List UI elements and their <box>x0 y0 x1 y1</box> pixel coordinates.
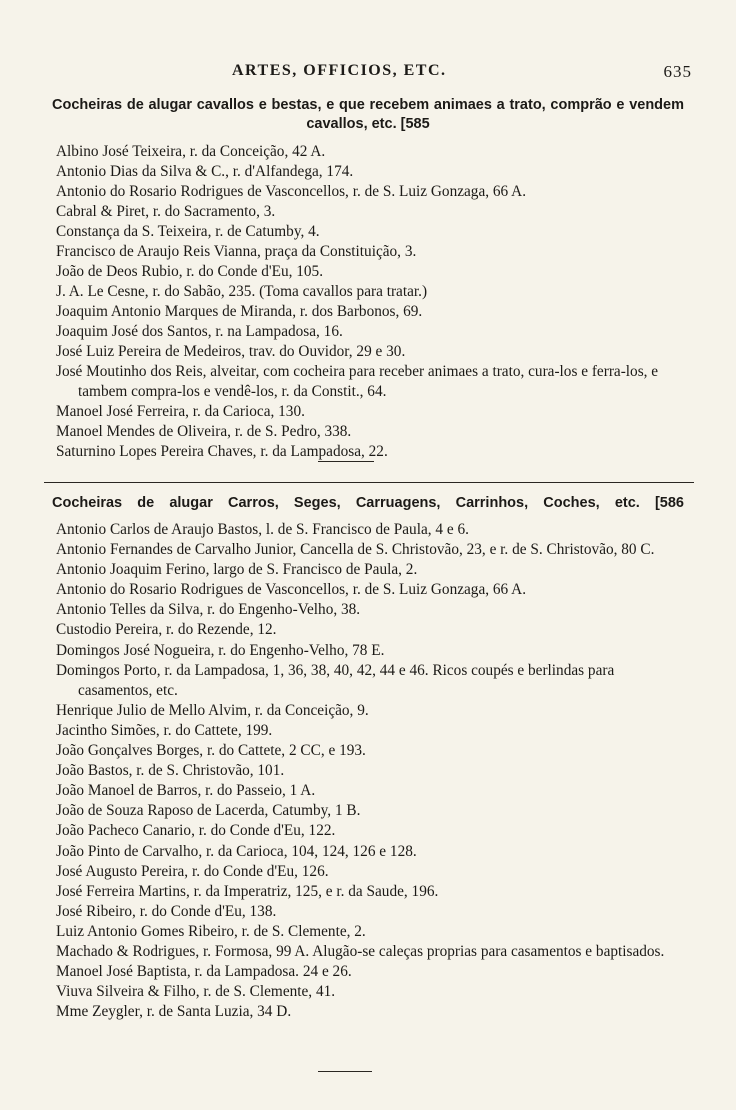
section-horse-stables <box>0 96 736 462</box>
directory-entry: Manoel José Baptista, r. da Lampadosa. 24 e 26. <box>56 963 352 981</box>
end-divider <box>318 1071 372 1072</box>
directory-entry: Manoel Mendes de Oliveira, r. de S. Pedro, 338. <box>56 423 352 440</box>
directory-entry: Custodio Pereira, r. do Rezende, 12. <box>56 621 277 639</box>
directory-entry: Constança da S. Teixeira, r. de Catumby, 4. <box>56 223 320 240</box>
directory-entry: Joaquim José dos Santos, r. na Lampadosa, 16. <box>56 323 343 340</box>
directory-entry: José Moutinho dos Reis, alveitar, com cocheira para receber animaes a trato, cura-los e ferra-los, e tambem compra-los e vendê-los, r. da Constit., 64. <box>56 363 659 400</box>
directory-entry: João Bastos, r. de S. Christovão, 101. <box>56 762 285 780</box>
directory-entry: Machado & Rodrigues, r. Formosa, 99 A. Alugão-se caleças proprias para casamentos e baptisados. <box>56 942 665 960</box>
section-heading: Cocheiras de alugar Carros, Seges, Carruagens, Carrinhos, Coches, etc. [586 <box>52 495 684 511</box>
directory-entry: João Manoel de Barros, r. do Passeio, 1 A. <box>56 782 316 800</box>
short-divider <box>318 461 374 462</box>
directory-entry: Luiz Antonio Gomes Ribeiro, r. de S. Clemente, 2. <box>56 922 366 940</box>
directory-entry: José Ferreira Martins, r. da Imperatriz, 125, e r. da Saude, 196. <box>56 882 439 900</box>
directory-entry: José Luiz Pereira de Medeiros, trav. do Ouvidor, 29 e 30. <box>56 343 406 360</box>
entry-list <box>0 142 736 462</box>
directory-entry: Antonio Fernandes de Carvalho Junior, Cancella de S. Christovão, 23, e r. de S. Christovão, 80 C. <box>56 541 655 559</box>
directory-entry: João Pinto de Carvalho, r. da Carioca, 104, 124, 126 e 128. <box>56 842 417 860</box>
directory-entry: José Augusto Pereira, r. do Conde d'Eu, 126. <box>56 862 329 880</box>
directory-entry: Mme Zeygler, r. de Santa Luzia, 34 D. <box>56 1003 292 1021</box>
directory-entry: Antonio do Rosario Rodrigues de Vasconcellos, r. de S. Luiz Gonzaga, 66 A. <box>56 581 527 599</box>
directory-entry: João Gonçalves Borges, r. do Cattete, 2 CC, e 193. <box>56 742 366 760</box>
directory-entry: Domingos Porto, r. da Lampadosa, 1, 36, 38, 40, 42, 44 e 46. Ricos coupés e berlindas para casamentos, etc. <box>56 661 615 699</box>
directory-entry: Saturnino Lopes Pereira Chaves, r. da Lampadosa, 22. <box>56 443 388 460</box>
directory-entry: João de Deos Rubio, r. do Conde d'Eu, 105. <box>56 263 324 280</box>
running-title: ARTES, OFFICIOS, ETC. <box>232 62 447 79</box>
directory-entry: Joaquim Antonio Marques de Miranda, r. dos Barbonos, 69. <box>56 303 423 320</box>
directory-entry: Antonio Dias da Silva & C., r. d'Alfandega, 174. <box>56 163 354 180</box>
directory-entry: Viuva Silveira & Filho, r. de S. Clemente, 41. <box>56 983 336 1001</box>
directory-entry: Antonio do Rosario Rodrigues de Vasconcellos, r. de S. Luiz Gonzaga, 66 A. <box>56 183 527 200</box>
directory-entry: Francisco de Araujo Reis Vianna, praça da Constituição, 3. <box>56 243 417 260</box>
section-heading: Cocheiras de alugar cavallos e bestas, e que recebem animaes a trato, comprão e vendem cavallos, etc. [585 <box>52 97 684 132</box>
directory-entry: Antonio Telles da Silva, r. do Engenho-Velho, 38. <box>56 601 361 619</box>
section-carriage-stables <box>0 494 736 1022</box>
directory-entry: J. A. Le Cesne, r. do Sabão, 235. (Toma cavallos para tratar.) <box>56 283 428 300</box>
page-number: 635 <box>663 62 692 81</box>
directory-entry: Antonio Carlos de Araujo Bastos, l. de S. Francisco de Paula, 4 e 6. <box>56 521 469 538</box>
page-header <box>0 62 736 84</box>
directory-entry: Albino José Teixeira, r. da Conceição, 42 A. <box>56 143 326 160</box>
directory-entry: José Ribeiro, r. do Conde d'Eu, 138. <box>56 902 277 920</box>
directory-entry: João Pacheco Canario, r. do Conde d'Eu, 122. <box>56 822 336 840</box>
directory-entry: Antonio Joaquim Ferino, largo de S. Francisco de Paula, 2. <box>56 561 418 579</box>
directory-entry: Henrique Julio de Mello Alvim, r. da Conceição, 9. <box>56 701 369 719</box>
section-divider <box>44 482 694 483</box>
entry-list <box>0 520 736 1022</box>
directory-entry: Cabral & Piret, r. do Sacramento, 3. <box>56 203 276 220</box>
directory-entry: João de Souza Raposo de Lacerda, Catumby, 1 B. <box>56 802 361 820</box>
directory-entry: Manoel José Ferreira, r. da Carioca, 130. <box>56 403 305 420</box>
directory-entry: Domingos José Nogueira, r. do Engenho-Velho, 78 E. <box>56 641 385 659</box>
directory-entry: Jacintho Simões, r. do Cattete, 199. <box>56 721 273 739</box>
